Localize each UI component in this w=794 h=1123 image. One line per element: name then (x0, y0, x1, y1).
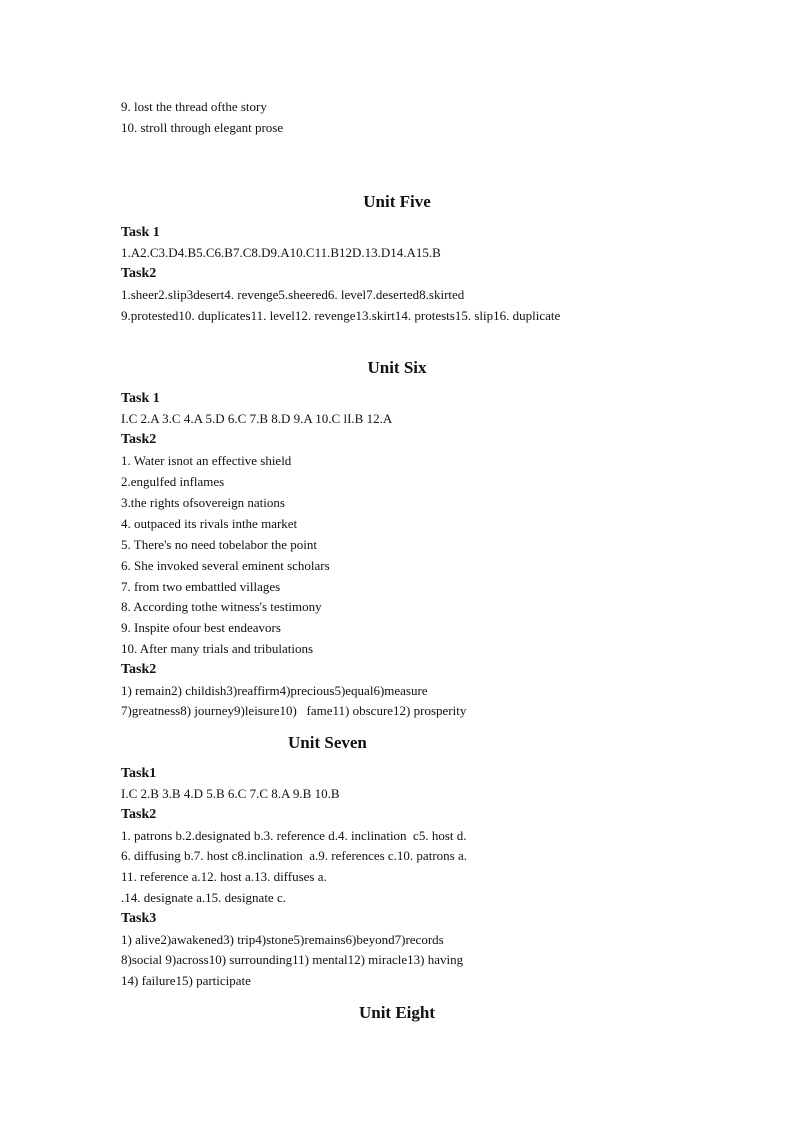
answer-line: 10. After many trials and tribulations (121, 641, 314, 656)
task-label: Task2 (121, 807, 157, 822)
answer-line: 1.sheer2.slip3desert4. revenge5.sheered6. level7.deserted8.skirted (121, 287, 465, 302)
answer-line: 9. Inspite ofour best endeavors (121, 620, 281, 635)
answer-line: 14) failure15) participate (121, 973, 251, 988)
task-label: Task1 (121, 766, 157, 781)
unit-eight-heading: Unit Eight (358, 1003, 436, 1022)
unit-six-heading: Unit Six (367, 358, 427, 377)
answer-line: 5. There's no need tobelabor the point (121, 537, 317, 552)
unit-seven-heading: Unit Seven (288, 733, 367, 752)
answer-line: 3.the rights ofsovereign nations (121, 495, 285, 510)
task-label: Task2 (121, 266, 157, 281)
unit-five-heading: Unit Five (363, 192, 431, 211)
answer-line: 4. outpaced its rivals inthe market (121, 516, 298, 531)
task-label: Task 1 (121, 391, 160, 406)
answer-line: 7. from two embattled villages (121, 579, 281, 594)
answer-line: 1) alive2)awakened3) trip4)stone5)remains6)beyond7)records (121, 932, 444, 947)
task-label: Task2 (121, 662, 157, 677)
answer-line: I.C 2.A 3.C 4.A 5.D 6.C 7.B 8.D 9.A 10.C lI.B 12.A (121, 411, 393, 426)
answer-line: 8)social 9)across10) surrounding11) mental12) miracle13) having (121, 952, 464, 967)
answer-line: 6. She invoked several eminent scholars (121, 558, 330, 573)
answer-line: 10. stroll through elegant prose (121, 120, 284, 135)
answer-line: 1. patrons b.2.designated b.3. reference d.4. inclination c5. host d. (121, 828, 467, 843)
task-label: Task 1 (121, 225, 160, 240)
answer-line: 2.engulfed inflames (121, 474, 225, 489)
answer-line: 11. reference a.12. host a.13. diffuses a. (121, 869, 327, 884)
answer-line: 9. lost the thread ofthe story (121, 99, 267, 114)
task-label: Task2 (121, 432, 157, 447)
answer-line: 9.protested10. duplicates11. level12. revenge13.skirt14. protests15. slip16. duplicate (121, 308, 561, 323)
answer-line: 7)greatness8) journey9)leisure10) fame11) obscure12) prosperity (121, 703, 467, 718)
answer-line: 1. Water isnot an effective shield (121, 453, 292, 468)
answer-line: .14. designate a.15. designate c. (121, 890, 286, 905)
answer-line: I.C 2.B 3.B 4.D 5.B 6.C 7.C 8.A 9.B 10.B (121, 786, 340, 801)
task-label: Task3 (121, 911, 157, 926)
answer-line: 1) remain2) childish3)reaffirm4)precious5)equal6)measure (121, 683, 428, 698)
answer-line: 8. According tothe witness's testimony (121, 599, 322, 614)
answer-line: 6. diffusing b.7. host c8.inclination a.9. references c.10. patrons a. (121, 848, 467, 863)
answer-line: 1.A2.C3.D4.B5.C6.B7.C8.D9.A10.C11.B12D.13.D14.A15.B (121, 245, 441, 260)
